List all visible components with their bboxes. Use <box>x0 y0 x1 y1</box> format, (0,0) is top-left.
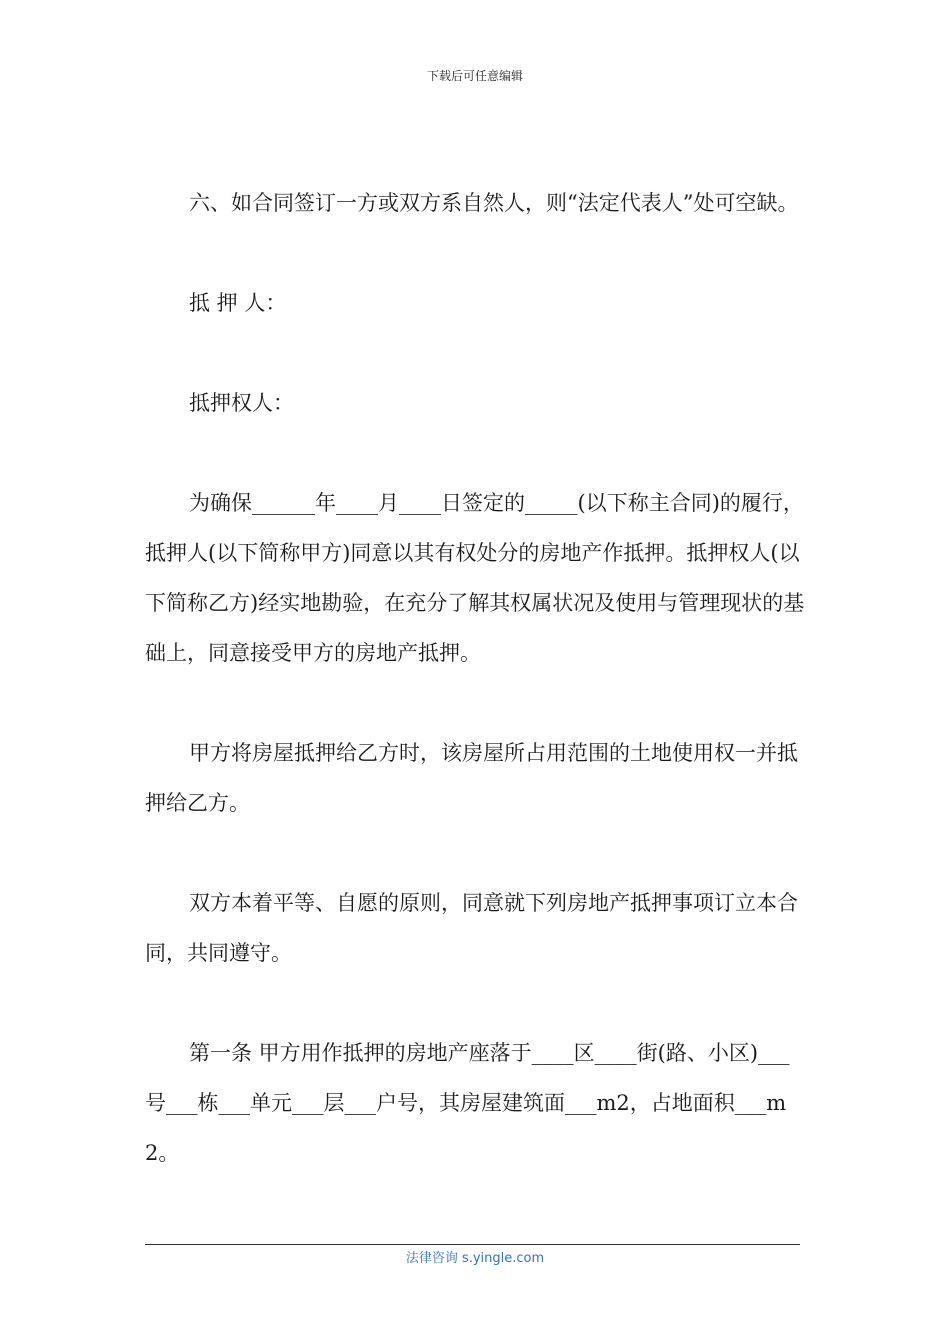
header-note: 下载后可任意编辑 <box>426 69 523 83</box>
paragraph-land-use: 甲方将房屋抵押给乙方时，该房屋所占用范围的土地使用权一并抵押给乙方。 <box>145 741 798 815</box>
footer-link[interactable]: 法律咨询 s.yingle.com <box>405 1251 545 1266</box>
paragraph-purpose: 为确保______年____月____日签定的_____(以下称主合同)的履行，抵押人(以下简称甲方)同意以其有权处分的房地产作抵押。抵押权人(以下简称乙方)经实地勘验，在充分了解其权属状况及使用与管理现状的基础上，同意接受甲方的房地产抵押。 <box>145 491 805 665</box>
document-body <box>145 178 805 1228</box>
paragraph-mortgagee-label: 抵押权人： <box>189 391 294 415</box>
footer-divider <box>145 1244 800 1245</box>
paragraph-article-one: 第一条 甲方用作抵押的房地产座落于____区____街(路、小区)___号___栋___单元___层___户号，其房屋建筑面___m2，占地面积___m2。 <box>145 1041 790 1165</box>
paragraph-principle: 双方本着平等、自愿的原则，同意就下列房地产抵押事项订立本合同，共同遵守。 <box>145 891 798 965</box>
paragraph-mortgagor-label: 抵 押 人： <box>189 291 287 315</box>
paragraph-clause-six: 六、如合同签订一方或双方系自然人，则“法定代表人”处可空缺。 <box>189 191 799 215</box>
